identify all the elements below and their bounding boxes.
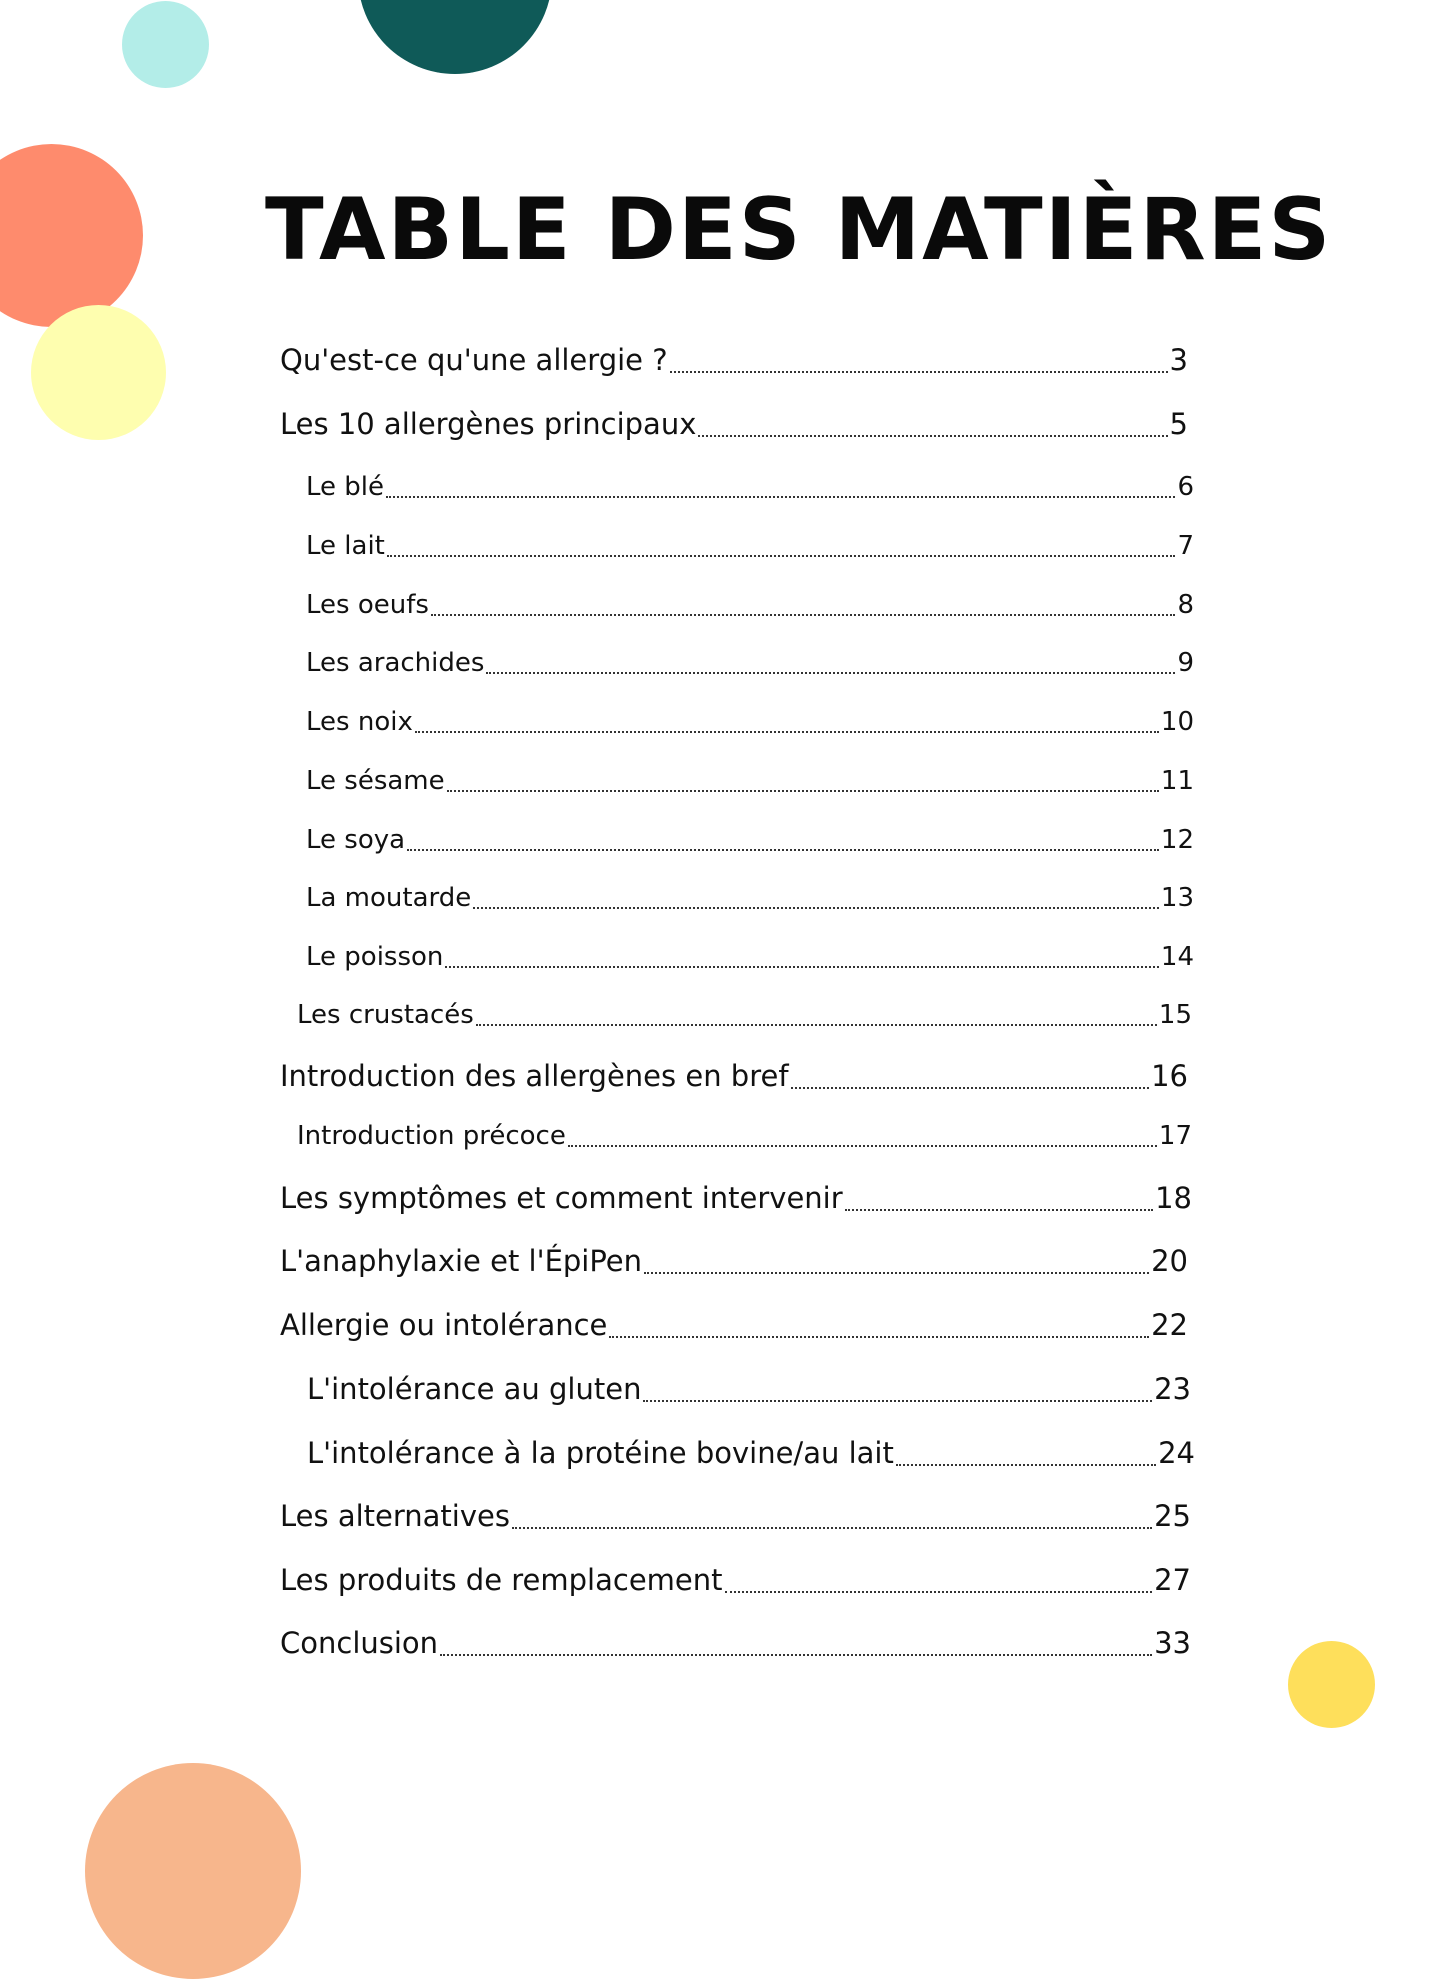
toc-dot-leader bbox=[643, 1400, 1152, 1402]
toc-entry-page: 16 bbox=[1151, 1059, 1188, 1093]
toc-entry-page: 20 bbox=[1151, 1244, 1188, 1278]
toc-entry-page: 33 bbox=[1154, 1626, 1191, 1660]
toc-entry-page: 25 bbox=[1154, 1499, 1191, 1533]
toc-dot-leader bbox=[791, 1087, 1150, 1089]
toc-entry-label: Le soya bbox=[306, 825, 406, 855]
toc-entry-label: La moutarde bbox=[306, 883, 472, 913]
toc-entry-page: 11 bbox=[1160, 766, 1194, 796]
toc-entry[interactable] bbox=[307, 1369, 1191, 1409]
toc-entry-page: 27 bbox=[1154, 1563, 1191, 1597]
toc-entry-page: 8 bbox=[1177, 590, 1194, 620]
toc-entry[interactable] bbox=[297, 1118, 1192, 1154]
toc-dot-leader bbox=[698, 435, 1167, 437]
toc-dot-leader bbox=[445, 966, 1159, 968]
toc-entry[interactable] bbox=[280, 1496, 1191, 1536]
toc-entry-page: 23 bbox=[1154, 1372, 1191, 1406]
toc-entry[interactable] bbox=[306, 822, 1194, 858]
toc-entry-label: L'intolérance au gluten bbox=[307, 1372, 642, 1406]
toc-dot-leader bbox=[431, 614, 1176, 616]
toc-dot-leader bbox=[486, 672, 1175, 674]
toc-dot-leader bbox=[473, 907, 1159, 909]
toc-entry[interactable] bbox=[306, 587, 1194, 623]
toc-dot-leader bbox=[512, 1527, 1152, 1529]
toc-dot-leader bbox=[845, 1209, 1153, 1211]
toc-entry[interactable] bbox=[306, 880, 1194, 916]
toc-dot-leader bbox=[644, 1272, 1149, 1274]
toc-dot-leader bbox=[415, 731, 1159, 733]
toc-entry-label: Les alternatives bbox=[280, 1499, 510, 1533]
toc-entry-page: 9 bbox=[1177, 648, 1194, 678]
toc-entry-label: Conclusion bbox=[280, 1626, 439, 1660]
toc-entry-page: 24 bbox=[1158, 1436, 1195, 1470]
toc-entry[interactable] bbox=[306, 763, 1194, 799]
toc-entry[interactable] bbox=[297, 997, 1192, 1033]
toc-entry-label: Allergie ou intolérance bbox=[280, 1308, 608, 1342]
toc-entry-label: Les oeufs bbox=[306, 590, 429, 620]
toc-entry[interactable] bbox=[280, 1241, 1188, 1281]
toc-dot-leader bbox=[896, 1464, 1156, 1466]
toc-entry-label: Le lait bbox=[306, 531, 385, 561]
page-title: TABLE DES MATIÈRES bbox=[265, 180, 1333, 280]
toc-entry-page: 5 bbox=[1169, 407, 1188, 441]
toc-entry-page: 7 bbox=[1177, 531, 1194, 561]
toc-dot-leader bbox=[609, 1336, 1149, 1338]
toc-entry-label: L'intolérance à la protéine bovine/au lait bbox=[307, 1436, 894, 1470]
toc-dot-leader bbox=[447, 790, 1159, 792]
toc-entry[interactable] bbox=[280, 340, 1188, 380]
toc-entry-label: Le sésame bbox=[306, 766, 445, 796]
toc-entry-label: Les noix bbox=[306, 707, 413, 737]
toc-dot-leader bbox=[440, 1654, 1152, 1656]
toc-entry[interactable] bbox=[306, 528, 1194, 564]
toc-entry-label: Les crustacés bbox=[297, 1000, 474, 1030]
toc-entry-page: 13 bbox=[1160, 883, 1194, 913]
toc-dot-leader bbox=[407, 849, 1159, 851]
toc-entry[interactable] bbox=[306, 645, 1194, 681]
toc-dot-leader bbox=[386, 496, 1175, 498]
toc-entry[interactable] bbox=[280, 1623, 1191, 1663]
toc-entry[interactable] bbox=[280, 1305, 1188, 1345]
toc-entry-page: 10 bbox=[1160, 707, 1194, 737]
toc-entry[interactable] bbox=[307, 1433, 1195, 1473]
toc-entry-label: Les symptômes et comment intervenir bbox=[280, 1181, 843, 1215]
toc-entry-page: 18 bbox=[1155, 1181, 1192, 1215]
toc-entry[interactable] bbox=[306, 939, 1194, 975]
toc-entry-page: 15 bbox=[1158, 1000, 1192, 1030]
toc-entry-page: 14 bbox=[1160, 942, 1194, 972]
toc-entry-label: Le poisson bbox=[306, 942, 444, 972]
toc-entry-label: Le blé bbox=[306, 472, 385, 502]
toc-entry[interactable] bbox=[280, 1056, 1188, 1096]
toc-dot-leader bbox=[670, 371, 1168, 373]
toc-entry-page: 12 bbox=[1160, 825, 1194, 855]
toc-entry-label: Introduction précoce bbox=[297, 1121, 566, 1151]
toc-entry[interactable] bbox=[306, 469, 1194, 505]
toc-entry-page: 22 bbox=[1151, 1308, 1188, 1342]
toc-dot-leader bbox=[568, 1145, 1157, 1147]
toc-entry[interactable] bbox=[306, 704, 1194, 740]
toc-entry-page: 3 bbox=[1169, 343, 1188, 377]
toc-entry-label: Les 10 allergènes principaux bbox=[280, 407, 697, 441]
toc-entry-page: 6 bbox=[1177, 472, 1194, 502]
toc-entry-label: L'anaphylaxie et l'ÉpiPen bbox=[280, 1244, 643, 1278]
toc-entry[interactable] bbox=[280, 1178, 1192, 1218]
toc-dot-leader bbox=[476, 1024, 1157, 1026]
toc-entry-page: 17 bbox=[1158, 1121, 1192, 1151]
toc-entry-label: Introduction des allergènes en bref bbox=[280, 1059, 789, 1093]
toc-entry-label: Qu'est-ce qu'une allergie ? bbox=[280, 343, 668, 377]
toc-entry[interactable] bbox=[280, 404, 1188, 444]
toc-dot-leader bbox=[725, 1591, 1153, 1593]
toc-entry-label: Les arachides bbox=[306, 648, 485, 678]
toc-dot-leader bbox=[387, 555, 1176, 557]
toc-entry-label: Les produits de remplacement bbox=[280, 1563, 723, 1597]
toc-entry[interactable] bbox=[280, 1560, 1191, 1600]
